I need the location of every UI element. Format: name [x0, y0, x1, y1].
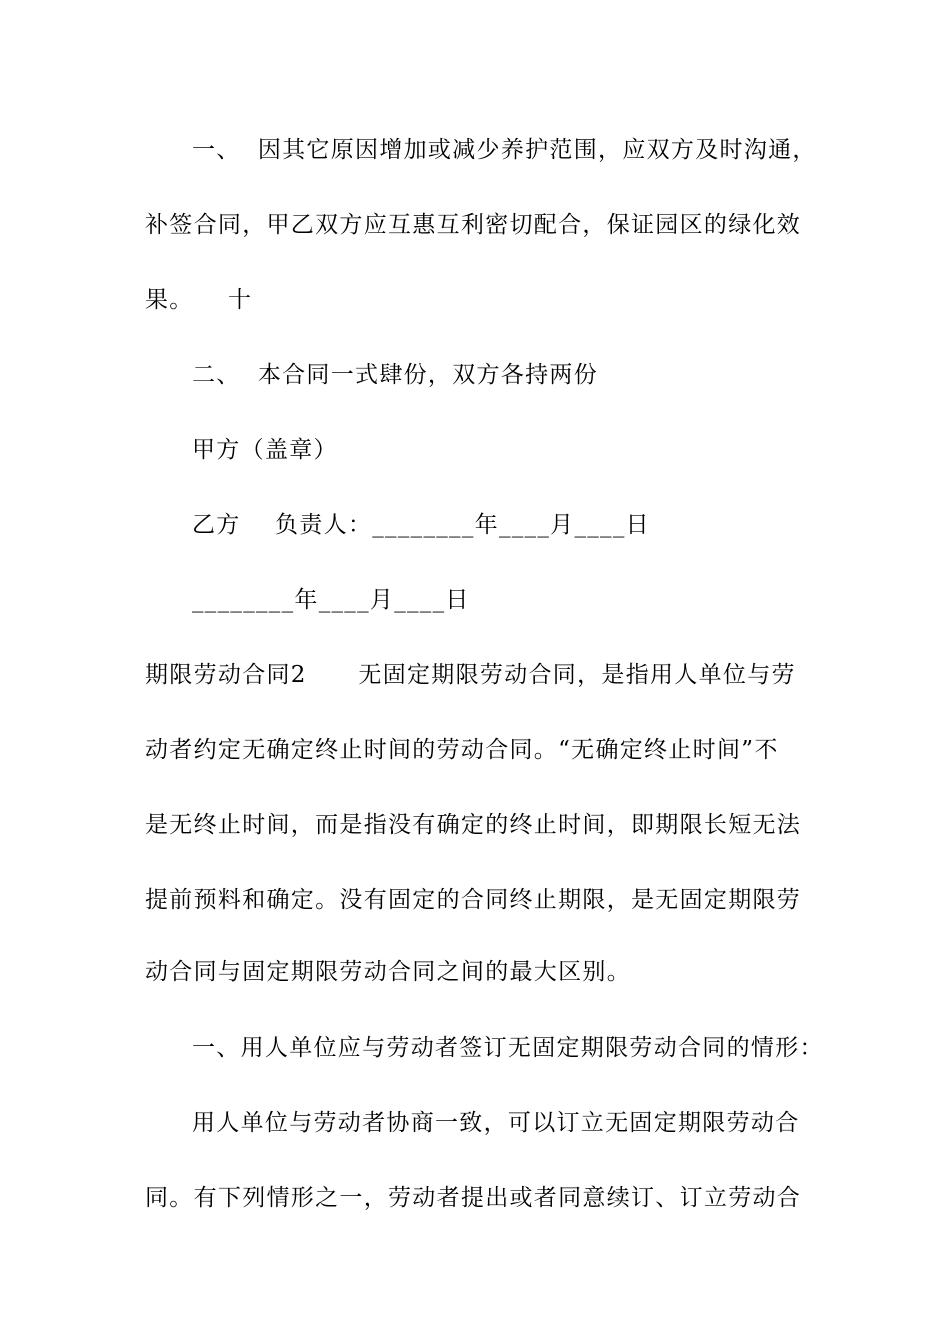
paragraph-line: 是无终止时间，而是指没有确定的终止时间，即期限长短无法: [145, 812, 802, 838]
paragraph-line: 动者约定无确定终止时间的劳动合同。“无确定终止时间”不: [145, 737, 779, 763]
paragraph-line: 果。 十: [145, 287, 253, 313]
paragraph-line: 提前预料和确定。没有固定的合同终止期限，是无固定期限劳: [145, 887, 802, 913]
paragraph-line: 二、 本合同一式肆份，双方各持两份: [192, 362, 599, 388]
paragraph-line: 补签合同，甲乙双方应互惠互利密切配合，保证园区的绿化效: [145, 212, 802, 238]
paragraph-line: 用人单位与劳动者协商一致，可以订立无固定期限劳动合: [192, 1110, 800, 1136]
paragraph-line: 期限劳动合同2 无固定期限劳动合同，是指用人单位与劳: [145, 662, 796, 688]
date-line: ________年____月____日: [192, 587, 470, 613]
paragraph-line: 一、 因其它原因增加或减少养护范围，应双方及时沟通，: [192, 137, 817, 163]
paragraph-line: 同。有下列情形之一，劳动者提出或者同意续订、订立劳动合: [145, 1185, 802, 1211]
section-heading: 一、用人单位应与劳动者签订无固定期限劳动合同的情形：: [192, 1035, 824, 1061]
paragraph-line: 动合同与固定期限劳动合同之间的最大区别。: [145, 959, 631, 985]
party-a-seal-line: 甲方（盖章）: [192, 437, 338, 463]
party-b-signature-line: 乙方 负责人：________年____月____日: [192, 512, 650, 538]
